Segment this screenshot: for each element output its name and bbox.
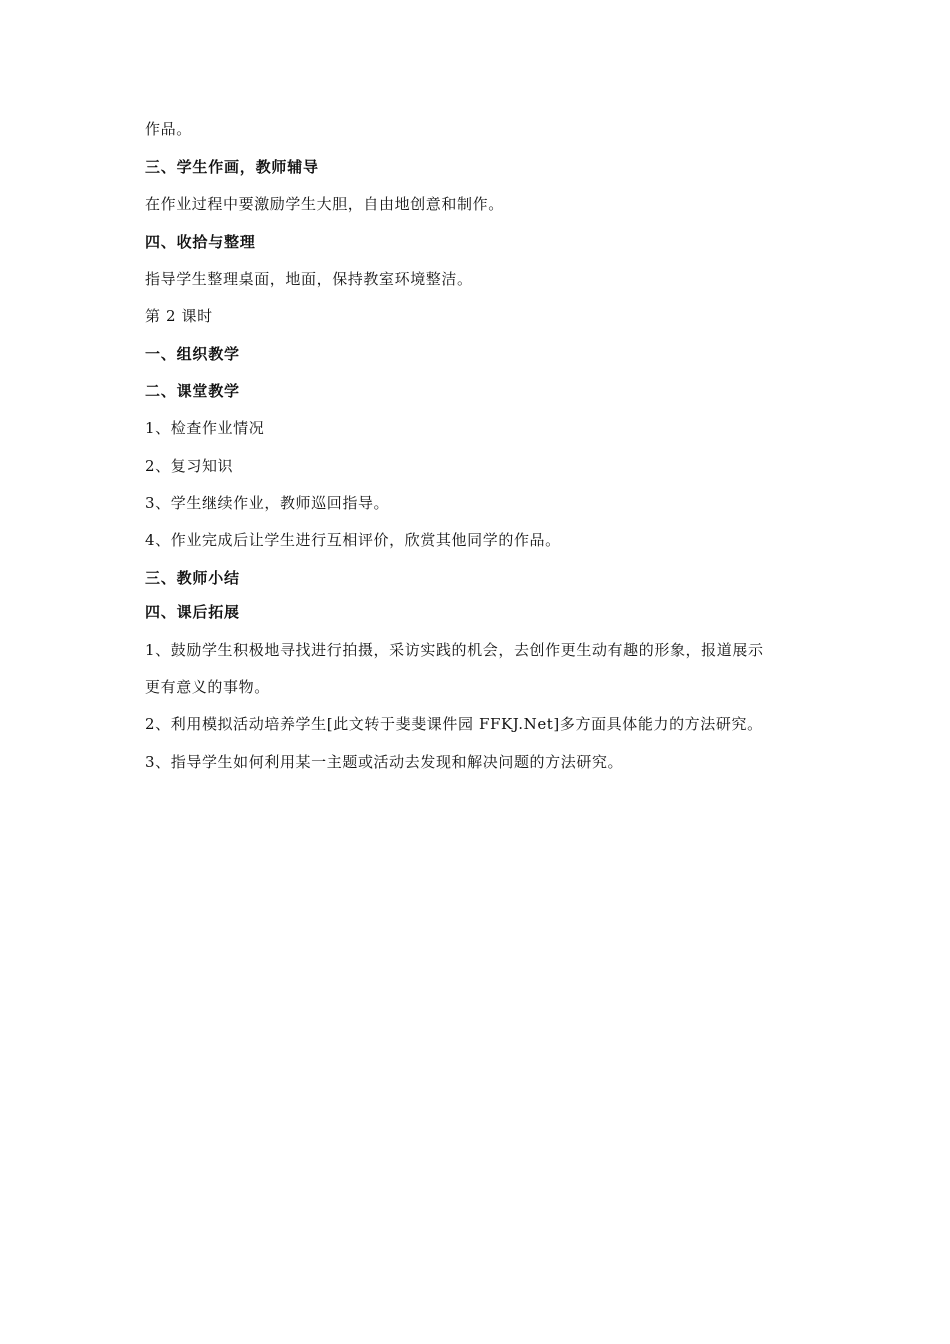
section-heading: 四、课后拓展 [145, 603, 240, 621]
text-line: 指导学生整理桌面，地面，保持教室环境整洁。 [145, 270, 473, 288]
section-heading: 三、教师小结 [145, 569, 240, 587]
list-item: 1、检查作业情况 [145, 419, 265, 437]
list-item: 4、作业完成后让学生进行互相评价，欣赏其他同学的作品。 [145, 531, 561, 549]
list-item-continuation: 更有意义的事物。 [145, 678, 270, 696]
section-heading: 二、课堂教学 [145, 382, 240, 400]
list-item: 3、学生继续作业，教师巡回指导。 [145, 494, 390, 512]
section-heading: 四、收拾与整理 [145, 233, 256, 251]
text-line: 在作业过程中要激励学生大胆，自由地创意和制作。 [145, 195, 504, 213]
text-line: 作品。 [145, 120, 192, 138]
lesson-label: 第 2 课时 [145, 307, 213, 325]
list-item: 2、复习知识 [145, 457, 234, 475]
list-item: 2、利用模拟活动培养学生[此文转于斐斐课件园 FFKJ.Net]多方面具体能力的方法研究。 [145, 715, 763, 733]
section-heading: 一、组织教学 [145, 345, 240, 363]
section-heading: 三、学生作画，教师辅导 [145, 158, 319, 176]
list-item: 3、指导学生如何利用某一主题或活动去发现和解决问题的方法研究。 [145, 753, 624, 771]
list-item: 1、鼓励学生积极地寻找进行拍摄，采访实践的机会，去创作更生动有趣的形象，报道展示 [145, 641, 764, 659]
